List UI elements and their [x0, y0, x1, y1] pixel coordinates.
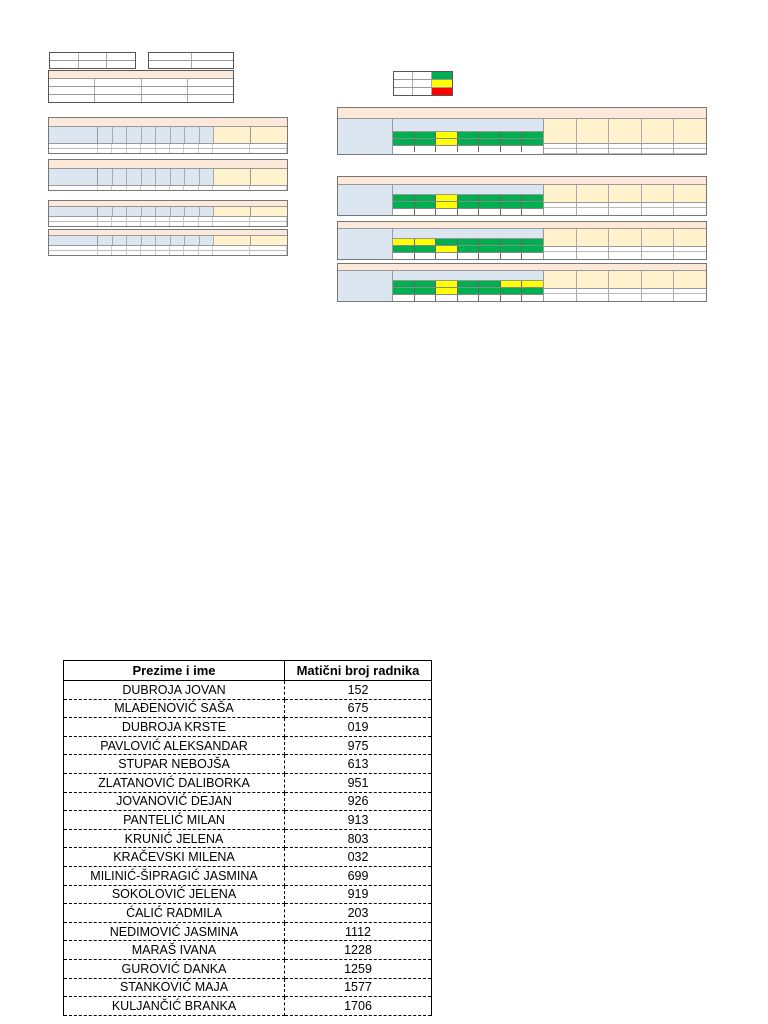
employee-name: STANKOVIĆ MAJA [64, 978, 285, 997]
schedule-cell [522, 202, 543, 208]
schedule-table-1 [337, 107, 707, 155]
schedule-cell [436, 146, 458, 152]
schedule-cell [479, 281, 501, 287]
schedule-cell [436, 195, 458, 201]
summary-table-1 [48, 117, 288, 154]
schedule-row [393, 195, 543, 202]
schedule-cell [522, 246, 543, 252]
employee-name: GUROVIĆ DANKA [64, 959, 285, 978]
schedule-cell [415, 202, 437, 208]
schedule-cell [479, 253, 501, 259]
schedule-cell [479, 202, 501, 208]
employee-id: 699 [285, 866, 432, 885]
schedule-cell [479, 209, 501, 215]
schedule-row [393, 139, 543, 146]
employee-name: MILINIĆ-ŠIPRAGIĆ JASMINA [64, 866, 285, 885]
schedule-cell [522, 209, 543, 215]
employee-name: DUBROJA KRSTE [64, 718, 285, 737]
employee-table [63, 660, 432, 1016]
schedule-cell [458, 246, 480, 252]
schedule-row [393, 253, 543, 259]
schedule-row [393, 202, 543, 209]
employee-id: 1706 [285, 997, 432, 1016]
header-details-box [48, 70, 234, 103]
employee-id: 1259 [285, 959, 432, 978]
employee-name: KULJANČIĆ BRANKA [64, 997, 285, 1016]
employee-id: 1112 [285, 922, 432, 941]
employee-name: PANTELIĆ MILAN [64, 811, 285, 830]
table-row [64, 922, 432, 941]
schedule-cell [522, 253, 543, 259]
schedule-cell [522, 288, 543, 294]
employee-name: NEDIMOVIĆ JASMINA [64, 922, 285, 941]
schedule-cell [522, 295, 543, 301]
schedule-cell [501, 146, 523, 152]
schedule-cell [522, 239, 543, 245]
schedule-cell [479, 195, 501, 201]
schedule-cell [458, 195, 480, 201]
schedule-cell [501, 288, 523, 294]
schedule-cell [393, 281, 415, 287]
schedule-cell [522, 195, 543, 201]
schedule-cell [436, 139, 458, 145]
legend-swatch-yellow [432, 80, 452, 87]
table-row [64, 941, 432, 960]
schedule-cell [501, 195, 523, 201]
schedule-cell [436, 288, 458, 294]
schedule-cell [501, 239, 523, 245]
schedule-cell [458, 288, 480, 294]
schedule-cell [458, 209, 480, 215]
schedule-cell [415, 288, 437, 294]
schedule-cell [501, 139, 523, 145]
schedule-row [393, 239, 543, 246]
schedule-cell [393, 239, 415, 245]
schedule-cell [393, 246, 415, 252]
table-row [64, 829, 432, 848]
employee-name: DUBROJA JOVAN [64, 681, 285, 700]
schedule-cell [501, 246, 523, 252]
employee-name: JOVANOVIĆ DEJAN [64, 792, 285, 811]
schedule-cell [436, 209, 458, 215]
table-row [64, 736, 432, 755]
employee-id: 1577 [285, 978, 432, 997]
header-info-box-right [148, 52, 234, 69]
summary-table-4 [48, 229, 288, 256]
employee-name: SOKOLOVIĆ JELENA [64, 885, 285, 904]
table-row [64, 792, 432, 811]
legend-swatch-red [432, 88, 452, 95]
schedule-cell [393, 295, 415, 301]
header-name: Prezime i ime [64, 661, 285, 681]
employee-id: 675 [285, 699, 432, 718]
table-row [64, 959, 432, 978]
schedule-cell [479, 146, 501, 152]
schedule-cell [458, 146, 480, 152]
table-row [64, 978, 432, 997]
schedule-table-2 [337, 176, 707, 216]
employee-id: 803 [285, 829, 432, 848]
header-info-box-left [49, 52, 136, 69]
schedule-cell [458, 132, 480, 138]
schedule-cell [458, 281, 480, 287]
employee-name: PAVLOVIĆ ALEKSANDAR [64, 736, 285, 755]
schedule-cell [393, 132, 415, 138]
schedule-cell [393, 195, 415, 201]
schedule-cell [415, 239, 437, 245]
schedule-cell [415, 209, 437, 215]
table-row [64, 997, 432, 1016]
employee-name: MLAĐENOVIĆ SAŠA [64, 699, 285, 718]
schedule-cell [415, 246, 437, 252]
legend-swatch-green [432, 72, 452, 79]
schedule-cell [436, 239, 458, 245]
table-row [64, 773, 432, 792]
schedule-cell [393, 202, 415, 208]
schedule-cell [393, 139, 415, 145]
schedule-grid-1 [393, 132, 543, 152]
schedule-cell [393, 209, 415, 215]
schedule-cell [415, 139, 437, 145]
table-row [64, 718, 432, 737]
color-legend [393, 71, 453, 96]
employee-name: ĆALIĆ RADMILA [64, 904, 285, 923]
table-row [64, 904, 432, 923]
employee-id: 913 [285, 811, 432, 830]
schedule-cell [415, 146, 437, 152]
schedule-cell [415, 195, 437, 201]
schedule-cell [479, 288, 501, 294]
table-row [64, 885, 432, 904]
employee-id: 152 [285, 681, 432, 700]
schedule-cell [436, 202, 458, 208]
schedule-cell [479, 132, 501, 138]
schedule-cell [501, 209, 523, 215]
summary-table-3 [48, 200, 288, 227]
schedule-cell [415, 253, 437, 259]
schedule-row [393, 132, 543, 139]
schedule-cell [522, 281, 543, 287]
table-row [64, 681, 432, 700]
employee-name: ZLATANOVIĆ DALIBORKA [64, 773, 285, 792]
schedule-cell [501, 281, 523, 287]
schedule-cell [458, 202, 480, 208]
schedule-cell [479, 239, 501, 245]
employee-id: 975 [285, 736, 432, 755]
schedule-cell [479, 139, 501, 145]
employee-id: 203 [285, 904, 432, 923]
schedule-row [393, 288, 543, 295]
schedule-cell [501, 253, 523, 259]
employee-id: 032 [285, 848, 432, 867]
table-row [64, 811, 432, 830]
schedule-cell [415, 295, 437, 301]
schedule-row [393, 281, 543, 288]
schedule-row [393, 209, 543, 215]
schedule-grid-4 [393, 281, 543, 301]
table-row [64, 699, 432, 718]
schedule-table-4 [337, 263, 707, 302]
employee-table-header [64, 661, 432, 681]
schedule-cell [436, 281, 458, 287]
schedule-cell [501, 132, 523, 138]
employee-id: 926 [285, 792, 432, 811]
schedule-row [393, 295, 543, 301]
schedule-cell [522, 139, 543, 145]
employee-name: MARAŠ IVANA [64, 941, 285, 960]
schedule-cell [436, 295, 458, 301]
schedule-cell [436, 253, 458, 259]
schedule-cell [501, 202, 523, 208]
schedule-cell [393, 146, 415, 152]
schedule-grid-3 [393, 239, 543, 259]
employee-table-body [64, 681, 432, 1016]
schedule-cell [522, 146, 543, 152]
employee-id: 1228 [285, 941, 432, 960]
schedule-cell [458, 139, 480, 145]
employee-id: 613 [285, 755, 432, 774]
schedule-cell [436, 132, 458, 138]
schedule-row [393, 246, 543, 253]
summary-table-2 [48, 159, 288, 191]
schedule-cell [458, 239, 480, 245]
table-row [64, 755, 432, 774]
employee-name: KRAČEVSKI MILENA [64, 848, 285, 867]
schedule-row [393, 146, 543, 152]
schedule-cell [458, 295, 480, 301]
schedule-table-3 [337, 221, 707, 260]
employee-id: 951 [285, 773, 432, 792]
schedule-cell [501, 295, 523, 301]
schedule-cell [415, 132, 437, 138]
schedule-cell [393, 253, 415, 259]
employee-name: STUPAR NEBOJŠA [64, 755, 285, 774]
schedule-cell [458, 253, 480, 259]
table-row [64, 848, 432, 867]
employee-id: 019 [285, 718, 432, 737]
table-row [64, 866, 432, 885]
schedule-cell [479, 246, 501, 252]
schedule-cell [415, 281, 437, 287]
schedule-cell [393, 288, 415, 294]
employee-name: KRUNIĆ JELENA [64, 829, 285, 848]
employee-id: 919 [285, 885, 432, 904]
schedule-cell [522, 132, 543, 138]
header-employee-id: Matični broj radnika [285, 661, 432, 681]
schedule-cell [479, 295, 501, 301]
schedule-cell [436, 246, 458, 252]
schedule-grid-2 [393, 195, 543, 215]
